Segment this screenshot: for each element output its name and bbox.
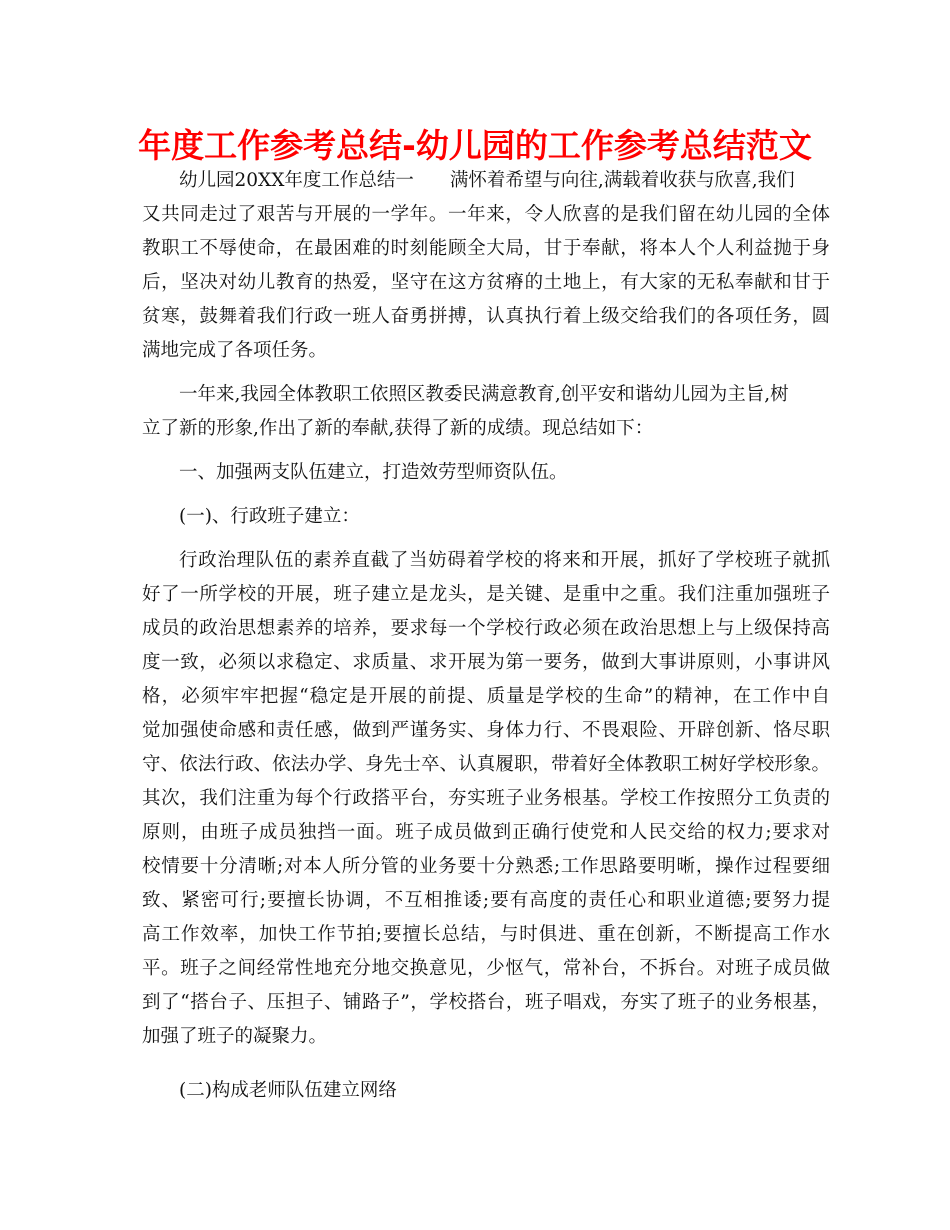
paragraph-1-opening: 满怀着希望与向往,满载着收获与欣喜,我们 — [449, 170, 795, 191]
paragraph-2-line-2: 立了新的形象,作出了新的奉献,获得了新的成绩。现总结如下： — [142, 418, 654, 439]
paragraph-gap — [142, 490, 830, 500]
paragraph-1-line-5: 贫寒，鼓舞着我们行政一班人奋勇拼搏，认真执行着上级交给我们的各项任务，圆 — [142, 306, 830, 327]
document-title: 年度工作参考总结-幼儿园的工作参考总结范文 — [138, 126, 812, 165]
paragraph-5-line-3: 成员的政治思想素养的培养，要求每一个学校行政必须在政治思想上与上级保持高 — [142, 618, 830, 639]
paragraph-2-line-1: 一年来,我园全体教职工依照区教委民满意教育,创平安和谐幼儿园为主旨,树 — [179, 384, 789, 405]
paragraph-gap — [142, 534, 830, 544]
paragraph-1-line-1 — [142, 164, 830, 198]
paragraph-5-line-2: 好了一所学校的开展，班子建立是龙头，是关键、是重中之重。我们注重加强班子 — [142, 584, 830, 605]
paragraph-1-line-4: 后，坚决对幼儿教育的热爱，坚守在这方贫瘠的土地上，有大家的无私奉献和甘于 — [142, 272, 830, 293]
paragraph-5-line-13: 平。班子之间经常性地充分地交换意见，少怄气，常补台，不拆台。对班子成员做 — [142, 958, 830, 979]
paragraph-5-line-5: 格，必须牢牢把握“稳定是开展的前提、质量是学校的生命”的精神，在工作中自 — [142, 686, 830, 707]
paragraph-5-line-11: 致、紧密可行;要擅长协调，不互相推诿;要有高度的责任心和职业道德;要努力提 — [142, 890, 830, 911]
paragraph-5-line-14: 到了“搭台子、压担子、铺路子”，学校搭台，班子唱戏，夯实了班子的业务根基， — [142, 992, 830, 1013]
paragraph-5-line-12: 高工作效率，加快工作节拍;要擅长总结，与时俱进、重在创新，不断提高工作水 — [142, 924, 830, 945]
paragraph-1-line-3: 教职工不辱使命，在最困难的时刻能顾全大局，甘于奉献，将本人个人利益抛于身 — [142, 238, 830, 259]
subsection-heading-1: (一)、行政班子建立： — [179, 506, 360, 527]
paragraph-5-line-7: 守、依法行政、依法办学、身先士卒、认真履职，带着好全体教职工树好学校形象。 — [142, 754, 830, 775]
paragraph-1-line-6: 满地完成了各项任务。 — [142, 340, 328, 361]
paragraph-5-line-4: 度一致，必须以求稳定、求质量、求开展为第一要务，做到大事讲原则，小事讲风 — [142, 652, 830, 673]
paragraph-5-line-6: 觉加强使命感和责任感，做到严谨务实、身体力行、不畏艰险、开辟创新、恪尽职 — [142, 720, 830, 741]
section-heading-1: 一、加强两支队伍建立，打造效劳型师资队伍。 — [179, 462, 568, 483]
paragraph-1-line-2: 又共同走过了艰苦与开展的一学年。一年来，令人欣喜的是我们留在幼儿园的全体 — [142, 204, 830, 225]
paragraph-gap — [142, 446, 830, 456]
subsection-heading-2: (二)构成老师队伍建立网络 — [179, 1080, 397, 1101]
paragraph-gap — [142, 1054, 830, 1074]
paragraph-5-line-8: 其次，我们注重为每个行政搭平台，夯实班子业务根基。学校工作按照分工负责的 — [142, 788, 830, 809]
paragraph-1-heading: 幼儿园20XX年度工作总结一 — [179, 170, 414, 191]
paragraph-5-line-9: 原则，由班子成员独挡一面。班子成员做到正确行使党和人民交给的权力;要求对 — [142, 822, 830, 843]
paragraph-5-line-10: 校情要十分清晰;对本人所分管的业务要十分熟悉;工作思路要明晰，操作过程要细 — [142, 856, 830, 877]
paragraph-5-line-15: 加强了班子的凝聚力。 — [142, 1026, 328, 1047]
paragraph-gap — [142, 368, 830, 378]
paragraph-5-line-1: 行政治理队伍的素养直截了当妨碍着学校的将来和开展，抓好了学校班子就抓 — [179, 550, 830, 571]
document-body — [142, 164, 830, 1108]
